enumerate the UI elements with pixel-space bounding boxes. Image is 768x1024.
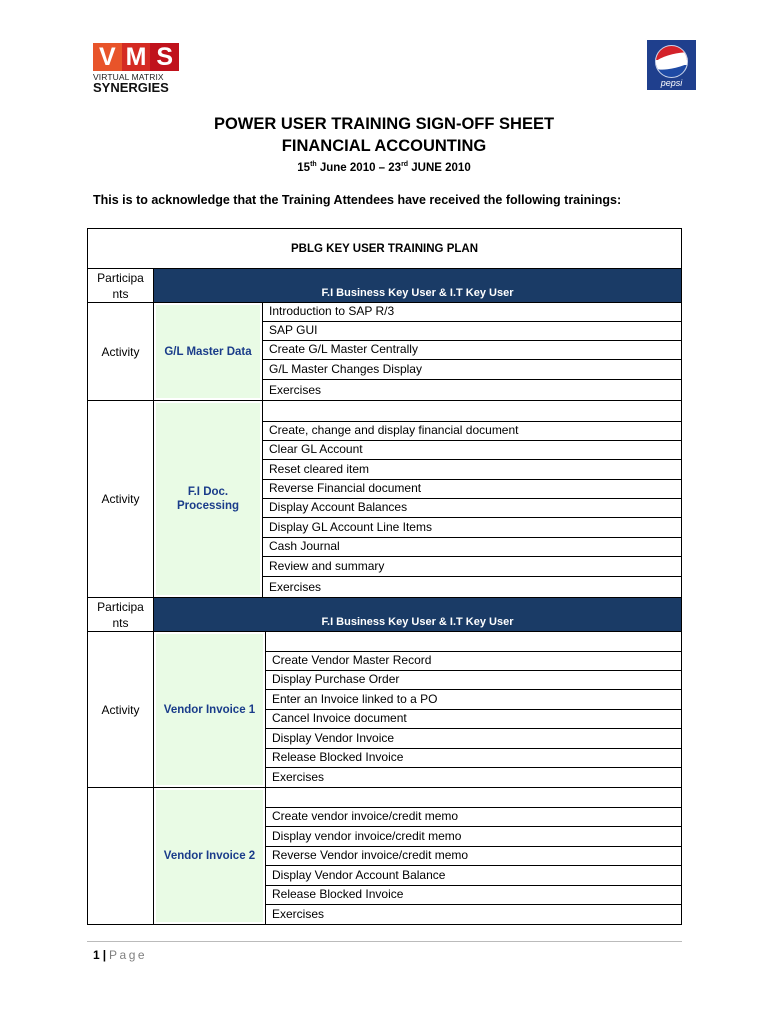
pepsi-globe-icon <box>655 45 688 78</box>
footer-divider <box>87 941 682 942</box>
list-item: Clear GL Account <box>262 440 682 460</box>
list-item: Exercises <box>265 767 682 788</box>
page-footer <box>93 948 147 962</box>
list-item: Create Vendor Master Record <box>265 651 682 671</box>
module-gl-master-data <box>153 302 263 401</box>
list-item: Display GL Account Line Items <box>262 517 682 538</box>
module-name: F.I Doc. Processing <box>156 403 260 595</box>
module-vendor-invoice-2 <box>153 787 266 925</box>
list-item: Cancel Invoice document <box>265 709 682 729</box>
list-item: Reset cleared item <box>262 459 682 480</box>
module-fi-doc-processing <box>153 400 263 598</box>
list-item: Display Account Balances <box>262 498 682 518</box>
training-dates: 15th June 2010 – 23rd JUNE 2010 <box>297 161 471 174</box>
module-name: G/L Master Data <box>156 305 260 398</box>
vms-tagline-line2: SYNERGIES <box>93 80 169 95</box>
list-item: Review and summary <box>262 556 682 577</box>
footer-separator: | <box>102 948 107 962</box>
module-name: Vendor Invoice 1 <box>156 634 263 785</box>
list-item: G/L Master Changes Display <box>262 359 682 380</box>
list-item: Create G/L Master Centrally <box>262 340 682 360</box>
pepsi-wordmark: pepsi <box>660 78 683 88</box>
list-item: Create, change and display financial document <box>262 421 682 441</box>
list-item <box>265 787 682 808</box>
list-item <box>265 631 682 652</box>
list-item: SAP GUI <box>262 321 682 341</box>
vms-letter-v: V <box>93 43 122 71</box>
list-item: Introduction to SAP R/3 <box>262 302 682 322</box>
vms-logo <box>93 43 179 93</box>
list-item: Display Purchase Order <box>265 670 682 690</box>
activity-label: Activity <box>87 400 154 598</box>
page-number: 1 <box>93 948 100 962</box>
list-item: Release Blocked Invoice <box>265 885 682 905</box>
list-item: Exercises <box>262 576 682 598</box>
activity-label: Activity <box>87 631 154 788</box>
participants-value: F.I Business Key User & I.T Key User <box>153 597 682 632</box>
activity-label-empty <box>87 787 154 925</box>
module-vendor-invoice-1 <box>153 631 266 788</box>
participants-value: F.I Business Key User & I.T Key User <box>153 268 682 303</box>
list-item: Cash Journal <box>262 537 682 557</box>
document-title: POWER USER TRAINING SIGN-OFF SHEET <box>213 115 555 133</box>
participants-label: Participa nts <box>87 268 154 303</box>
table-header: PBLG KEY USER TRAINING PLAN <box>87 228 682 269</box>
list-item: Create vendor invoice/credit memo <box>265 807 682 827</box>
list-item: Exercises <box>262 379 682 401</box>
list-item <box>262 400 682 422</box>
vms-letters <box>93 43 179 71</box>
vms-tagline-line1: VIRTUAL MATRIX <box>93 72 164 82</box>
list-item: Display Vendor Account Balance <box>265 865 682 886</box>
list-item: Reverse Financial document <box>262 479 682 499</box>
vms-letter-m: M <box>122 43 151 71</box>
activity-label: Activity <box>87 302 154 401</box>
acknowledgement-text: This is to acknowledge that the Training Attendees have received the following trainings: <box>93 193 622 207</box>
module-name: Vendor Invoice 2 <box>156 790 263 922</box>
list-item: Release Blocked Invoice <box>265 748 682 768</box>
participants-label: Participa nts <box>87 597 154 632</box>
vms-letter-s: S <box>150 43 179 71</box>
list-item: Enter an Invoice linked to a PO <box>265 689 682 710</box>
list-item: Display vendor invoice/credit memo <box>265 826 682 847</box>
list-item: Exercises <box>265 904 682 925</box>
list-item: Display Vendor Invoice <box>265 728 682 749</box>
list-item: Reverse Vendor invoice/credit memo <box>265 846 682 866</box>
document-subtitle: FINANCIAL ACCOUNTING <box>281 137 487 155</box>
pepsi-logo <box>647 40 696 90</box>
page-label: Page <box>109 948 148 962</box>
